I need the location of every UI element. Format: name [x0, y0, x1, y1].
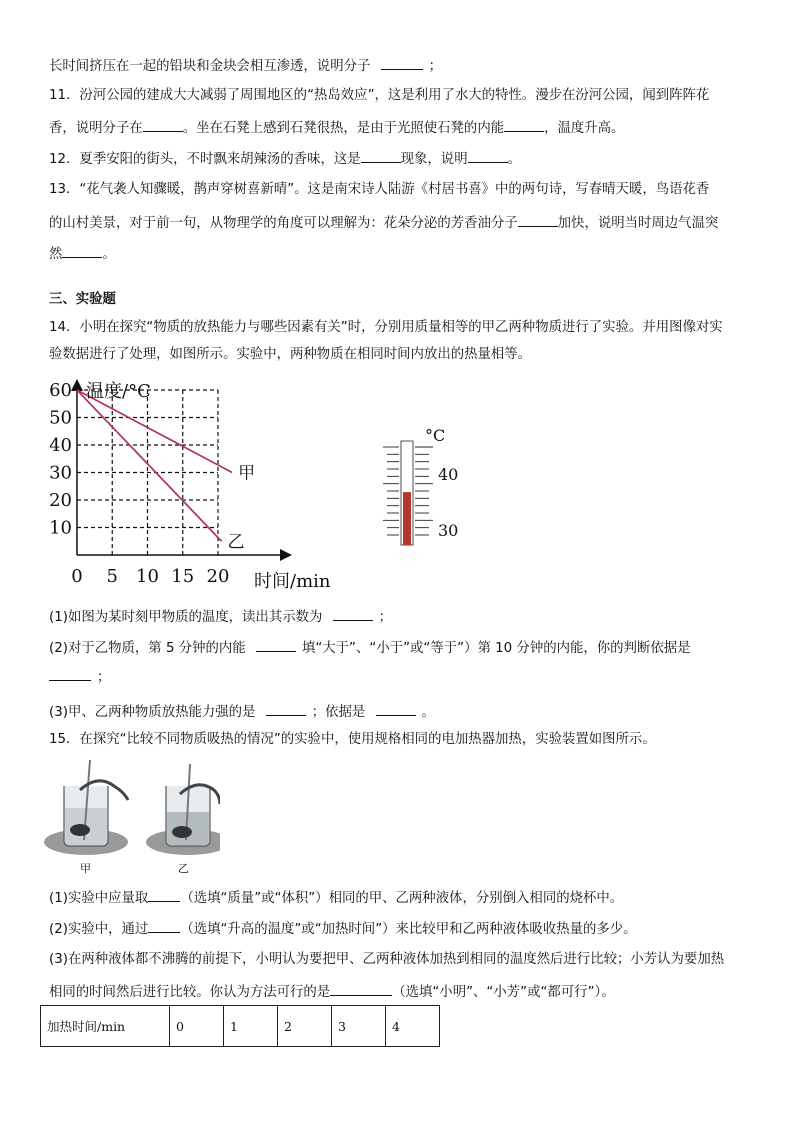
y-tick-label: 40 — [49, 435, 72, 456]
answer-blank[interactable] — [333, 606, 373, 621]
table-cell: 0 — [170, 1006, 224, 1047]
q12-line: 12．夏季安阳的街头，不时飘来胡辣汤的香味，这是 现象，说明 。 — [49, 148, 521, 170]
thermometer — [375, 425, 475, 555]
thermometer-label-40: 40 — [438, 465, 459, 484]
chart-ticks — [49, 380, 229, 587]
answer-blank[interactable] — [148, 918, 180, 933]
q14-part3: (3)甲、乙两种物质放热能力强的是 ；依据是 。 — [49, 701, 435, 723]
table-cell: 3 — [332, 1006, 386, 1047]
y-axis-label: 温度/°C — [86, 381, 151, 402]
q13-line-1: 13．“花气袭人知骤暖，鹊声穿树喜新晴”。这是南宋诗人陆游《村居书喜》中的两句诗，写春晴天暖，鸟语花香 — [49, 182, 710, 197]
q14-part1: (1)如图为某时刻甲物质的温度，读出其示数为 ； — [49, 606, 392, 628]
q14-line-2: 验数据进行了处理，如图所示。实验中，两种物质在相同时间内放出的热量相等。 — [49, 347, 532, 362]
answer-blank[interactable] — [376, 701, 416, 716]
apparatus-label-left: 甲 — [80, 862, 91, 875]
y-tick-label: 60 — [49, 380, 72, 401]
answer-blank[interactable] — [266, 701, 306, 716]
q15-part3-line2: 相同的时间然后进行比较。你认为方法可行的是 （选填“小明”、“小芳”或“都可行”）。 — [49, 981, 615, 1003]
section-heading-experiments: 三、实验题 — [49, 292, 116, 307]
answer-blank[interactable] — [381, 55, 423, 70]
answer-blank[interactable] — [256, 637, 296, 652]
answer-blank[interactable] — [504, 117, 544, 132]
y-tick-label: 50 — [49, 407, 72, 429]
apparatus-label-right: 乙 — [178, 862, 189, 875]
heater-coil-left — [70, 824, 90, 836]
series-label: 甲 — [238, 463, 256, 484]
answer-blank[interactable] — [468, 148, 508, 163]
x-tick-label: 15 — [171, 566, 195, 587]
chart-grid — [77, 390, 218, 555]
y-tick-label: 10 — [49, 517, 72, 539]
q15-part1: (1)实验中应量取 （选填“质量”或“体积”）相同的甲、乙两种液体，分别倒入相同的烧杯中。 — [49, 887, 623, 909]
q11-line-2: 香，说明分子在 。坐在石凳上感到石凳很热，是由于光照使石凳的内能 ，温度升高。 — [49, 117, 624, 139]
answer-blank[interactable] — [49, 666, 91, 681]
table-header-cell: 加热时间/min — [41, 1006, 170, 1047]
table-cell: 4 — [386, 1006, 440, 1047]
x-tick-label: 5 — [106, 566, 118, 587]
q15-part3-line1: (3)在两种液体都不沸腾的前提下，小明认为要把甲、乙两种液体加热到相同的温度然后进行比较；小芳认为要加热 — [49, 952, 725, 967]
series-label: 乙 — [227, 532, 245, 553]
q13-line-3: 然 。 — [49, 243, 116, 265]
q14-line-1: 14．小明在探究“物质的放热能力与哪些因素有关”时，分别用质量相等的甲乙两种物质进行了实验。并用图像对实 — [49, 320, 723, 335]
thermometer-label-30: 30 — [438, 521, 459, 540]
q14-part2-cont: ； — [49, 666, 110, 688]
answer-blank[interactable] — [518, 212, 558, 227]
y-tick-label: 20 — [49, 490, 72, 511]
heating-apparatus — [40, 760, 220, 875]
thermometer-liquid — [403, 492, 411, 545]
heating-time-table — [40, 1005, 440, 1047]
y-tick-label: 30 — [49, 462, 72, 484]
table-cell: 2 — [278, 1006, 332, 1047]
answer-blank[interactable] — [143, 117, 183, 132]
answer-blank[interactable] — [148, 887, 180, 902]
chart-series — [77, 390, 255, 552]
table-row — [41, 1006, 440, 1047]
temperature-time-chart — [40, 375, 340, 595]
q10-line: 长时间挤压在一起的铅块和金块会相互渗透，说明分子 ； — [49, 55, 442, 77]
answer-blank[interactable] — [361, 148, 401, 163]
answer-blank[interactable] — [330, 981, 392, 996]
x-tick-label: 20 — [206, 566, 230, 587]
q11-line-1: 11．汾河公园的建成大大减弱了周围地区的“热岛效应”，这是利用了水大的特性。漫步在汾河公园，闻到阵阵花 — [49, 88, 710, 103]
q13-line-2: 的山村美景，对于前一句，从物理学的角度可以理解为：花朵分泌的芳香油分子 加快，说明当时周边气温突 — [49, 212, 718, 234]
x-tick-label: 10 — [136, 566, 159, 587]
answer-blank[interactable] — [62, 243, 102, 258]
series-line-yi — [77, 390, 222, 541]
q15-part2: (2)实验中，通过 （选填“升高的温度”或“加热时间”）来比较甲和乙两种液体吸收热量的多少。 — [49, 918, 637, 940]
heater-coil-right — [172, 826, 192, 838]
x-tick-label: 0 — [71, 566, 83, 587]
series-line-jia — [77, 390, 232, 473]
thermometer-unit: °C — [425, 426, 446, 445]
table-cell: 1 — [224, 1006, 278, 1047]
x-axis-label: 时间/min — [254, 571, 331, 592]
q15-line: 15．在探究“比较不同物质吸热的情况”的实验中，使用规格相同的电加热器加热，实验装置如图所示。 — [49, 732, 656, 747]
q14-part2: (2)对于乙物质，第 5 分钟的内能 填“大于”、“小于”或“等于”）第 10 分钟的内能，你的判断依据是 — [49, 637, 691, 659]
